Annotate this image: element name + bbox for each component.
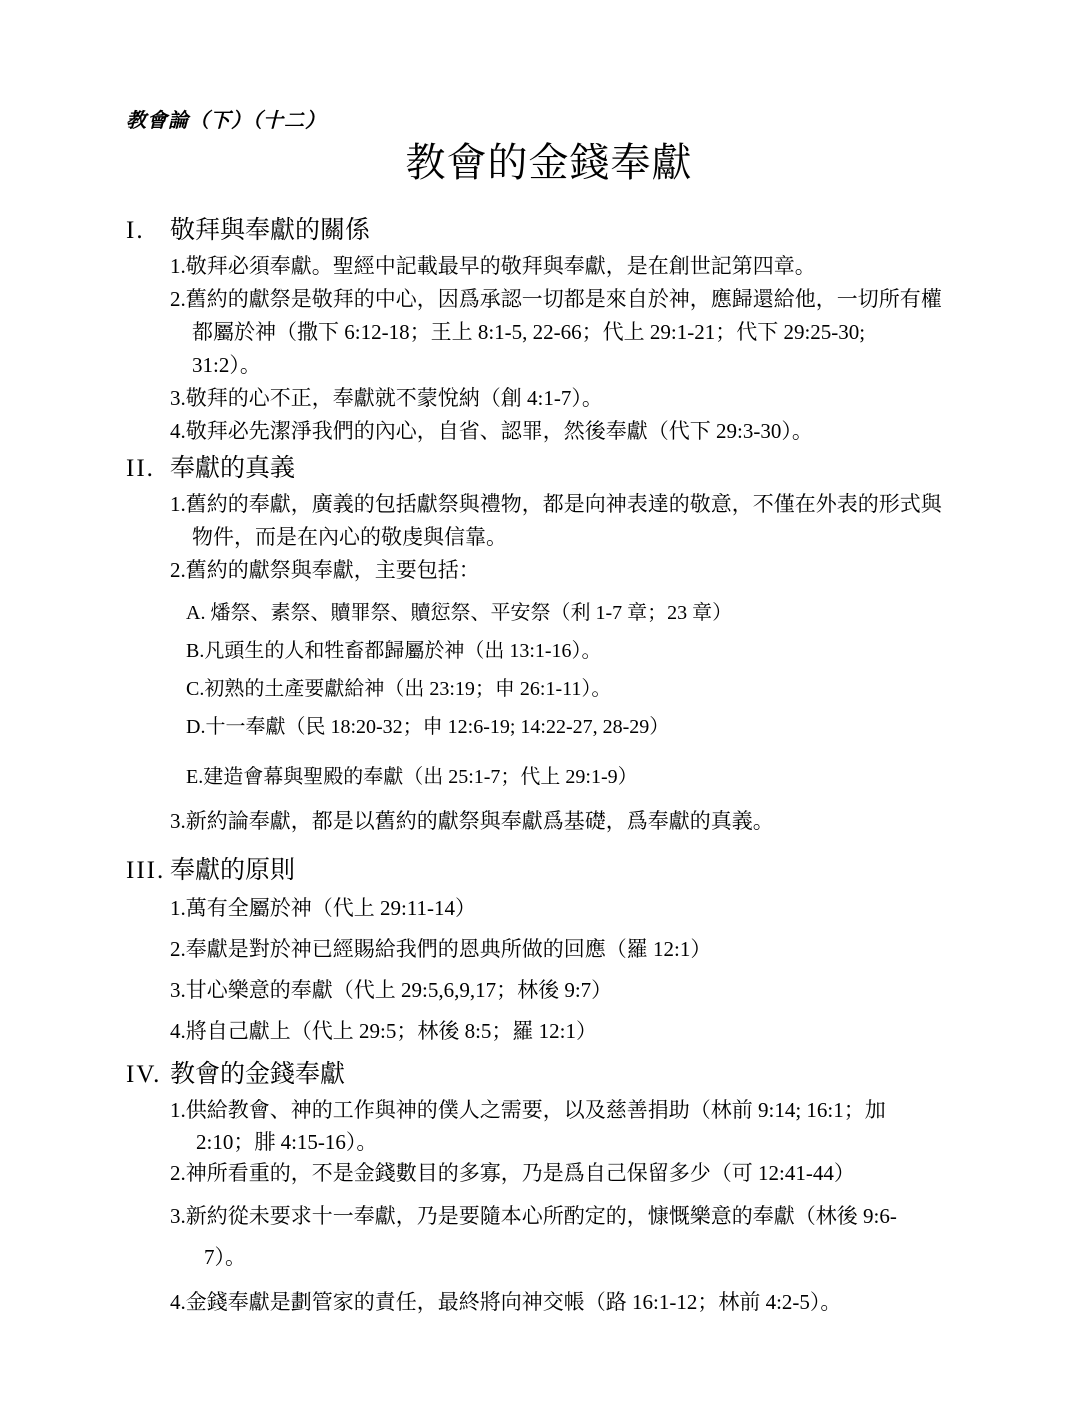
section-title: 奉獻的原則 [170, 857, 296, 884]
doc-line: 7）。 [204, 1245, 246, 1269]
section-title: 敬拜與奉獻的關係 [170, 217, 371, 244]
section-title: 奉獻的真義 [170, 455, 296, 482]
doc-line: 4.金錢奉獻是劃管家的責任，最終將向神交帳（路 16:1-12；林前 4:2-5）。 [170, 1290, 842, 1314]
doc-subitem-line: D.十一奉獻（民 18:20-32；申 12:6-19; 14:22-27, 28-29） [186, 716, 670, 738]
section-heading [126, 212, 972, 250]
section-principles-of-offering [126, 852, 972, 1048]
doc-line: 物件，而是在內心的敬虔與信靠。 [192, 525, 507, 549]
doc-subitem-line: C.初熟的土產要獻給神（出 23:19；申 26:1-11）。 [186, 678, 612, 700]
doc-line: 3.甘心樂意的奉獻（代上 29:5,6,9,17；林後 9:7） [170, 978, 613, 1002]
document-series-note: 教會論（下）（十二） [126, 110, 326, 132]
doc-line: 4.將自己獻上（代上 29:5；林後 8:5；羅 12:1） [170, 1019, 598, 1043]
doc-line: 都屬於神（撒下 6:12-18；王上 8:1-5, 22-66；代上 29:1-21；代下 29:25-30; [192, 320, 866, 344]
section-numeral: III. [126, 857, 166, 884]
section-title: 教會的金錢奉獻 [170, 1061, 346, 1088]
doc-line: 1.敬拜必須奉獻。聖經中記載最早的敬拜與奉獻，是在創世記第四章。 [170, 254, 816, 278]
section-heading [126, 852, 972, 890]
section-true-meaning-of-offering [126, 450, 972, 838]
doc-line: 2.神所看重的，不是金錢數目的多寡，乃是爲自己保留多少（可 12:41-44） [170, 1161, 855, 1185]
doc-line: 3.新約從未要求十一奉獻，乃是要隨本心所酌定的，慷慨樂意的奉獻（林後 9:6- [170, 1204, 897, 1228]
doc-line: 2:10；腓 4:15-16）。 [196, 1130, 378, 1154]
doc-line: 1.舊約的奉獻，廣義的包括獻祭與禮物，都是向神表達的敬意，不僅在外表的形式與 [170, 492, 942, 516]
section-numeral: II. [126, 455, 155, 482]
doc-subitem-line: E.建造會幕與聖殿的奉獻（出 25:1-7；代上 29:1-9） [186, 766, 638, 788]
doc-subitem-line: B.凡頭生的人和牲畜都歸屬於神（出 13:1-16）。 [186, 640, 602, 662]
doc-line: 4.敬拜必先潔淨我們的內心，自省、認罪，然後奉獻（代下 29:3-30）。 [170, 419, 813, 443]
section-numeral: IV. [126, 1061, 162, 1088]
section-heading [126, 1056, 972, 1094]
section-church-monetary-offering [126, 1056, 972, 1319]
doc-line: 2.奉獻是對於神已經賜給我們的恩典所做的回應（羅 12:1） [170, 937, 712, 961]
doc-line: 2.舊約的獻祭是敬拜的中心，因爲承認一切都是來自於神，應歸還給他，一切所有權 [170, 287, 942, 311]
section-worship-offering-relation [126, 212, 972, 448]
doc-subitem-line: A. 燔祭、素祭、贖罪祭、贖愆祭、平安祭（利 1-7 章；23 章） [186, 602, 733, 624]
section-heading [126, 450, 972, 488]
doc-line: 31:2）。 [192, 353, 261, 377]
doc-line: 2.舊約的獻祭與奉獻，主要包括： [170, 558, 480, 582]
doc-line: 1.萬有全屬於神（代上 29:11-14） [170, 896, 477, 920]
doc-line: 1.供給教會、神的工作與神的僕人之需要，以及慈善捐助（林前 9:14; 16:1；加 [170, 1098, 886, 1122]
section-numeral: I. [126, 217, 145, 244]
doc-line: 3.新約論奉獻，都是以舊約的獻祭與奉獻爲基礎，爲奉獻的真義。 [170, 809, 774, 833]
doc-line: 3.敬拜的心不正，奉獻就不蒙悅納（創 4:1-7）。 [170, 386, 603, 410]
document-title: 教會的金錢奉獻 [405, 140, 693, 185]
